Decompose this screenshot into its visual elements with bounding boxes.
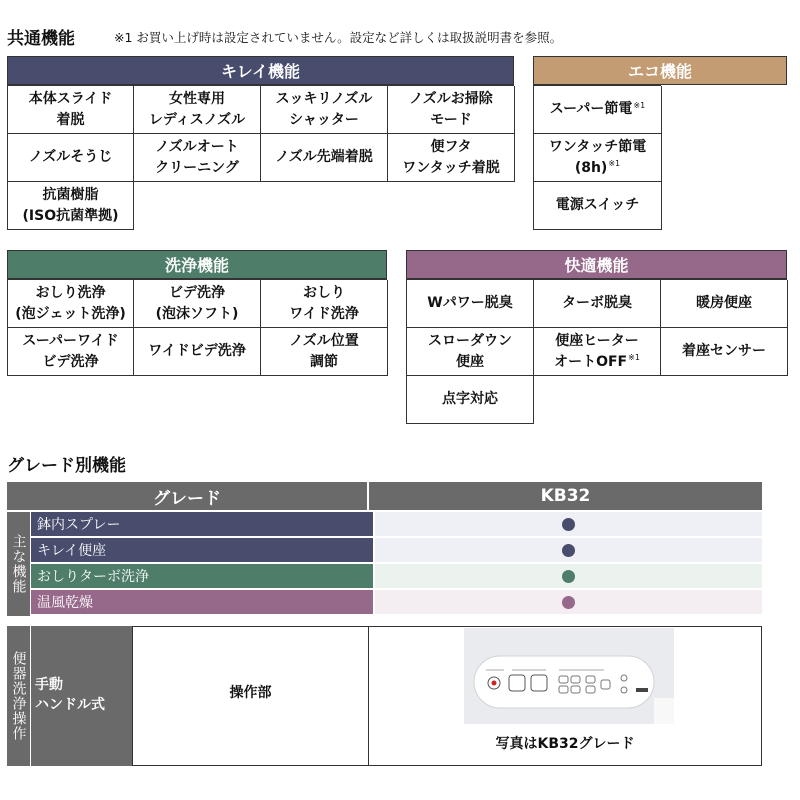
grade-header-label: グレード [7, 482, 367, 510]
feature-label: ノズルお掃除 モード [409, 91, 493, 128]
feature-cell [8, 134, 134, 182]
feature-label: 便座ヒーター オートOFF$^{※1}$ [554, 333, 640, 370]
kaiteki-grid [406, 279, 787, 424]
feature-label: Wパワー脱臭 [427, 295, 513, 312]
flush-side-label: 便器洗浄操作 [7, 626, 30, 766]
control-panel-photo-cell [368, 626, 762, 766]
feature-label: ノズルそうじ [28, 149, 113, 166]
feature-label: 電源スイッチ [555, 197, 640, 214]
footnote-mark: ※1 [608, 158, 621, 168]
grade-row-value [375, 590, 762, 614]
senjo-header [7, 250, 387, 279]
grade-row-label: おしりターボ洗浄 [31, 564, 373, 588]
feature-cell [8, 280, 134, 328]
feature-cell [661, 328, 788, 376]
feature-cell [534, 328, 661, 376]
feature-cell [388, 86, 515, 134]
feature-label: ノズルオート クリーニング [155, 139, 239, 176]
feature-label: ビデ洗浄 (泡沫ソフト) [155, 285, 239, 322]
grade-row-value [375, 538, 762, 562]
feature-cell [534, 182, 662, 230]
feature-cell [388, 134, 515, 182]
grade-header-model: KB32 [369, 482, 762, 510]
kirei-header-label: キレイ機能 [220, 62, 301, 81]
feature-label: スーパーワイド ビデ洗浄 [22, 333, 119, 370]
kirei-header [7, 56, 514, 85]
feature-label: 抗菌樹脂 (ISO抗菌準拠) [22, 187, 119, 224]
kirei-grid [7, 85, 514, 230]
feature-cell [261, 328, 388, 376]
footnote-mark: ※1 [628, 352, 640, 362]
remote-control-image [464, 628, 674, 724]
feature-label: スローダウン 便座 [428, 333, 512, 370]
feature-label: 点字対応 [442, 391, 498, 408]
control-panel-text: 操作部 [229, 685, 272, 701]
grade-row-label: キレイ便座 [31, 538, 373, 562]
feature-cell [261, 280, 388, 328]
feature-cell [134, 280, 261, 328]
flush-method: 手動 ハンドル式 [31, 626, 132, 766]
eco-grid [533, 85, 661, 230]
eco-header [533, 56, 787, 85]
feature-label: スッキリノズル シャッター [275, 91, 373, 128]
eco-header-label: エコ機能 [627, 62, 692, 81]
feature-label: ワンタッチ節電 $(8h)^{※1}$ [548, 139, 647, 176]
feature-cell [134, 134, 261, 182]
feature-cell [661, 280, 788, 328]
feature-label: ワイドビデ洗浄 [148, 343, 246, 360]
grade-row [31, 538, 762, 562]
feature-label: 着座センサー [682, 343, 766, 360]
footnote-mark: ※1 [633, 100, 646, 110]
feature-cell [407, 328, 534, 376]
grade-row-value [375, 564, 762, 588]
grade-row [31, 512, 762, 536]
grade-row-value [375, 512, 762, 536]
feature-cell [534, 280, 661, 328]
feature-label: おしり洗浄 (泡ジェット洗浄) [15, 285, 126, 322]
available-dot-icon [562, 518, 575, 531]
feature-label: 本体スライド 着脱 [28, 91, 113, 128]
common-title: 共通機能 [7, 29, 75, 49]
feature-cell [534, 86, 662, 134]
grade-header-row [7, 482, 762, 510]
feature-label: ターボ脱臭 [562, 295, 632, 312]
feature-label: 暖房便座 [696, 295, 752, 312]
feature-cell [134, 86, 261, 134]
grade-row-label: 温風乾燥 [31, 590, 373, 614]
grade-row-label: 鉢内スプレー [31, 512, 373, 536]
footnote: ※1 お買い上げ時は設定されていません。設定など詳しくは取扱説明書を参照。 [114, 30, 563, 45]
senjo-header-label: 洗浄機能 [164, 256, 229, 275]
grade-row [31, 564, 762, 588]
available-dot-icon [562, 596, 575, 609]
kaiteki-header-label: 快適機能 [564, 256, 629, 275]
feature-cell [8, 328, 134, 376]
grade-rows [31, 512, 762, 616]
available-dot-icon [562, 544, 575, 557]
feature-cell [134, 328, 261, 376]
feature-cell [8, 86, 134, 134]
feature-label: スーパー節電$^{※1}$ [549, 100, 646, 118]
feature-label: ノズル先端着脱 [275, 149, 373, 166]
senjo-grid [7, 279, 387, 376]
feature-label: ノズル位置 調節 [289, 333, 359, 370]
feature-cell [407, 376, 534, 424]
feature-cell [8, 182, 134, 230]
kaiteki-header [406, 250, 787, 279]
grade-row [31, 590, 762, 614]
available-dot-icon [562, 570, 575, 583]
control-panel-label [132, 626, 368, 766]
feature-label: 女性専用 レディスノズル [148, 91, 246, 128]
feature-cell [261, 86, 388, 134]
photo-caption: 写真はKB32グレード [495, 736, 635, 752]
feature-label: おしり ワイド洗浄 [289, 285, 359, 322]
feature-label: 便フタ ワンタッチ着脱 [402, 139, 500, 176]
feature-cell [534, 134, 662, 182]
feature-cell [261, 134, 388, 182]
main-features-side-label: 主な機能 [7, 512, 30, 616]
feature-cell [407, 280, 534, 328]
remote-photo [464, 628, 674, 724]
grade-title: グレード別機能 [7, 456, 126, 476]
